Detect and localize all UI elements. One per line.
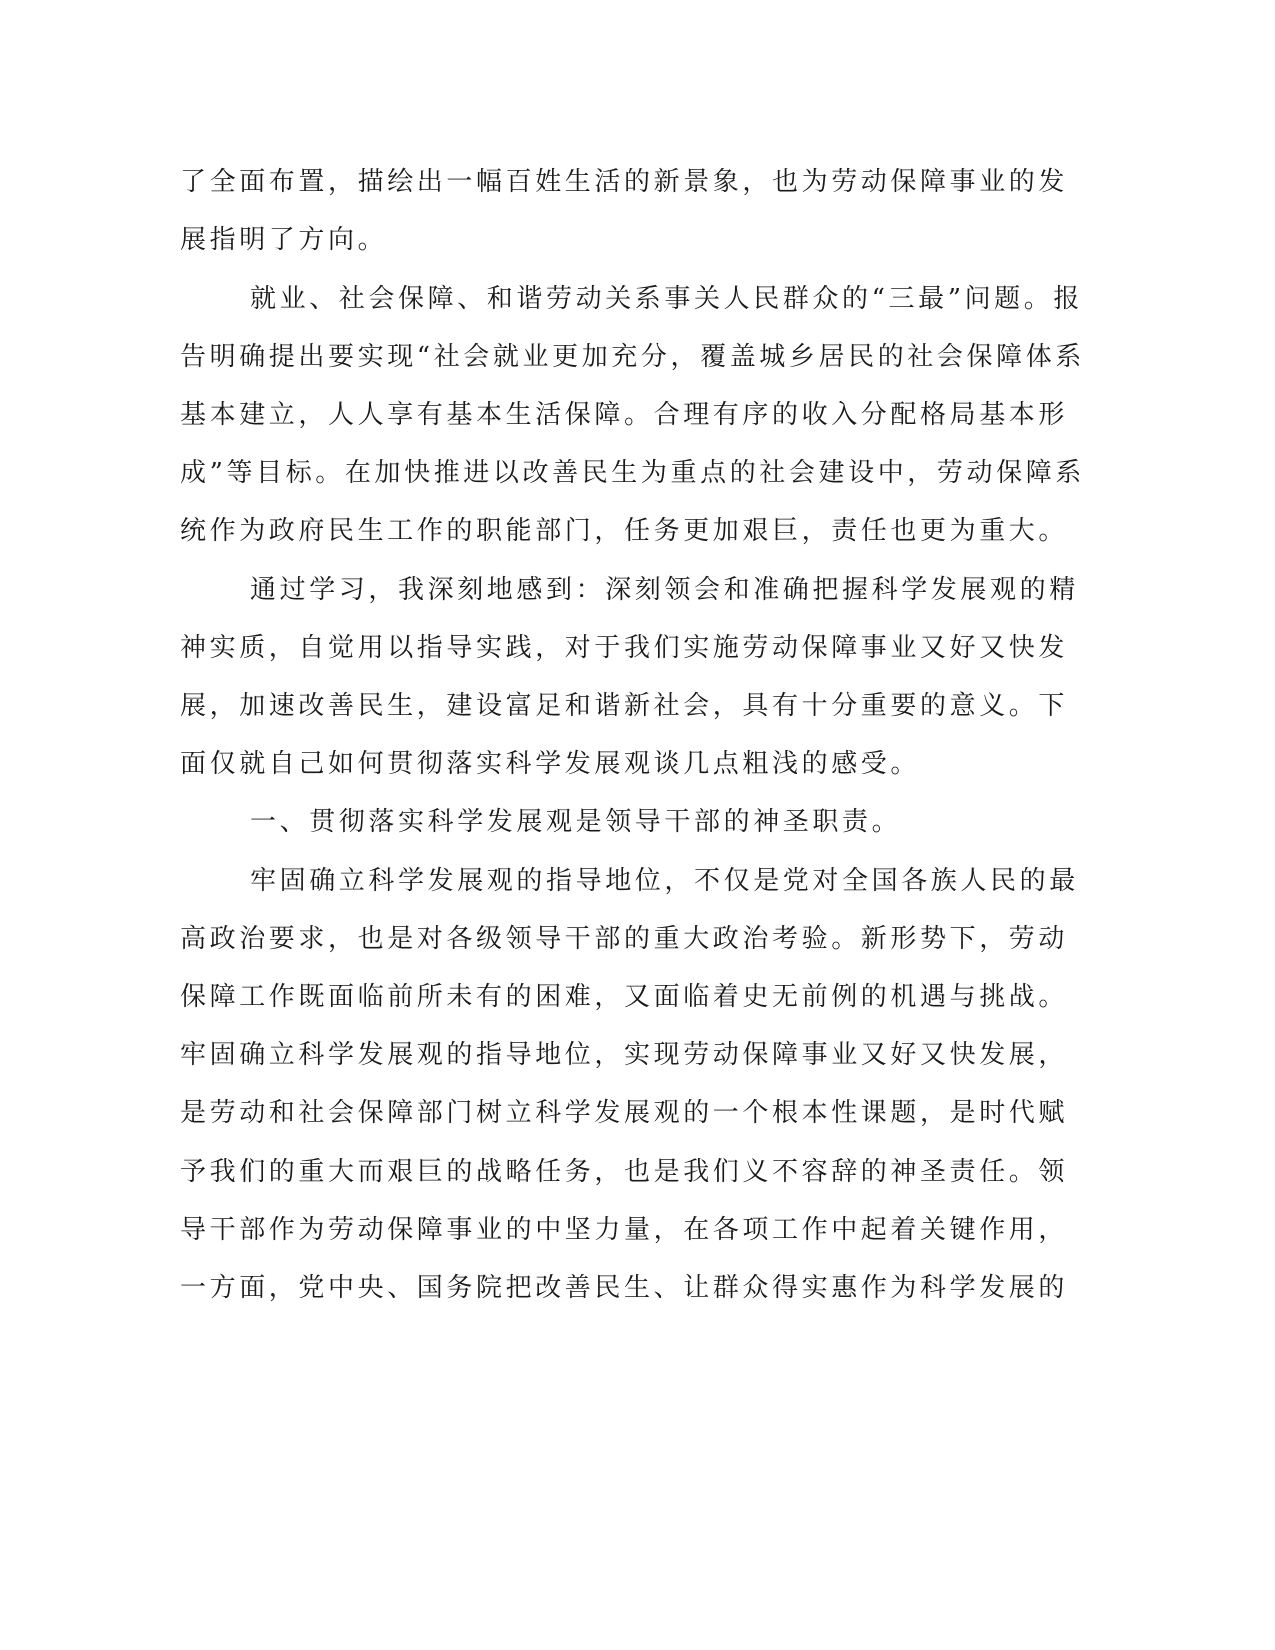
text-line: 统作为政府民生工作的职能部门，任务更加艰巨，责任也更为重大。 xyxy=(180,516,1069,546)
text-line: 展指明了方向。 xyxy=(180,225,388,255)
paragraph-first-line: 通过学习，我深刻地感到：深刻领会和准确把握科学发展观的精 xyxy=(250,575,1079,605)
paragraph-first-line: 牢固确立科学发展观的指导地位，不仅是党对全国各族人民的最 xyxy=(250,866,1079,896)
text-line: 神实质，自觉用以指导实践，对于我们实施劳动保障事业又好又快发 xyxy=(180,633,1069,663)
text-line: 一方面，党中央、国务院把改善民生、让群众得实惠作为科学发展的 xyxy=(180,1273,1069,1303)
paragraph-first-line: 就业、社会保障、和谐劳动关系事关人民群众的“三最”问题。报 xyxy=(250,284,1083,314)
text-line: 展，加速改善民生，建设富足和谐新社会，具有十分重要的意义。下 xyxy=(180,691,1069,721)
text-line: 保障工作既面临前所未有的困难，又面临着史无前例的机遇与挑战。 xyxy=(180,982,1069,1012)
text-line: 面仅就自己如何贯彻落实科学发展观谈几点粗浅的感受。 xyxy=(180,749,921,779)
section-heading: 一、贯彻落实科学发展观是领导干部的神圣职责。 xyxy=(250,807,902,837)
text-line: 了全面布置，描绘出一幅百姓生活的新景象，也为劳动保障事业的发 xyxy=(180,167,1069,197)
text-line: 牢固确立科学发展观的指导地位，实现劳动保障事业又好又快发展， xyxy=(180,1040,1069,1070)
text-line: 是劳动和社会保障部门树立科学发展观的一个根本性课题，是时代赋 xyxy=(180,1098,1069,1128)
text-line: 成”等目标。在加快推进以改善民生为重点的社会建设中，劳动保障系 xyxy=(180,458,1085,488)
text-line: 导干部作为劳动保障事业的中坚力量，在各项工作中起着关键作用， xyxy=(180,1215,1069,1245)
text-line: 基本建立，人人享有基本生活保障。合理有序的收入分配格局基本形 xyxy=(180,400,1069,430)
text-line: 予我们的重大而艰巨的战略任务，也是我们义不容辞的神圣责任。领 xyxy=(180,1157,1069,1187)
text-line: 高政治要求，也是对各级领导干部的重大政治考验。新形势下，劳动 xyxy=(180,924,1069,954)
text-line: 告明确提出要实现“社会就业更加充分，覆盖城乡居民的社会保障体系 xyxy=(180,342,1085,372)
